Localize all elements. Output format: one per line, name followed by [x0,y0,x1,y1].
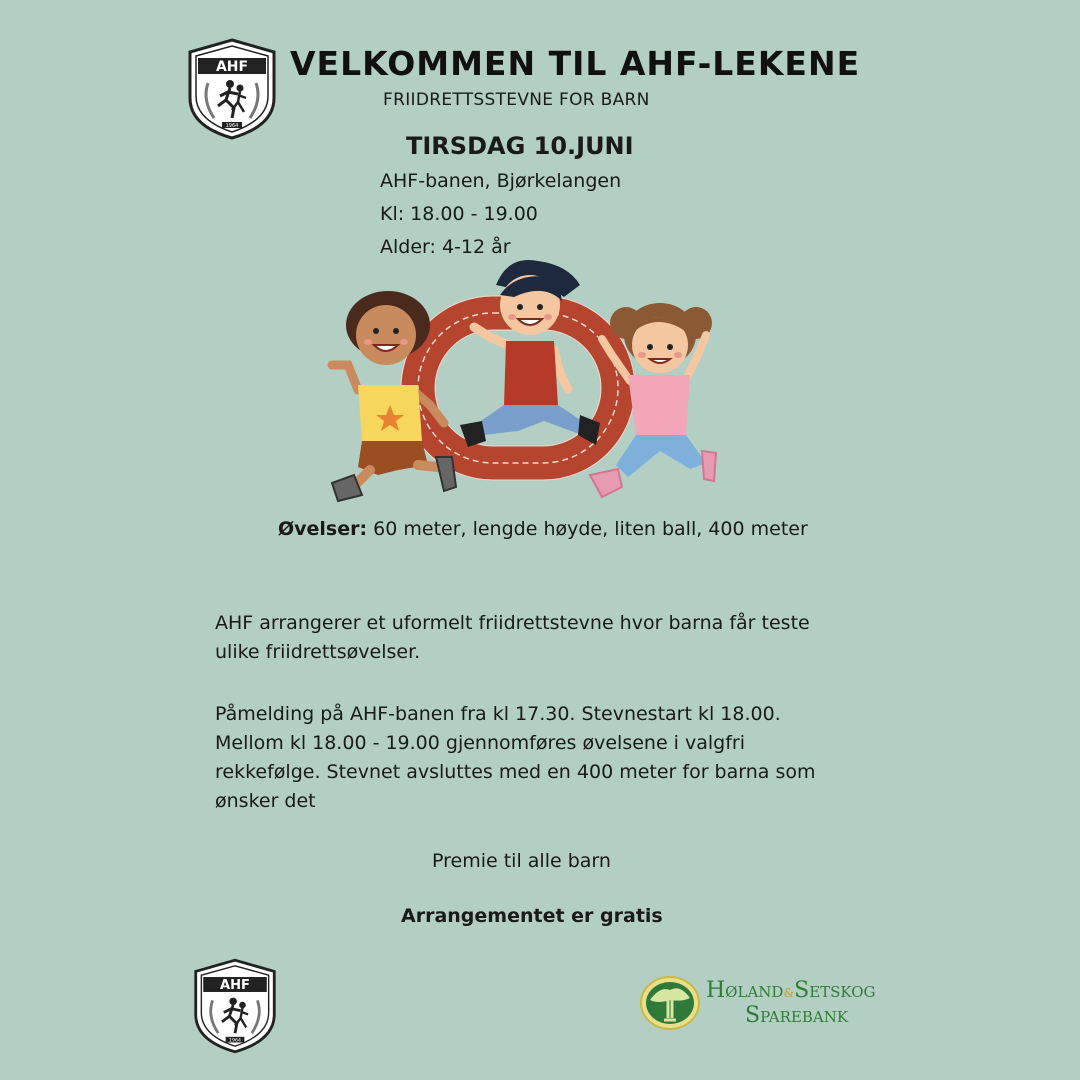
premie-text: Premie til alle barn [432,850,611,872]
boy-red-shirt [460,260,600,447]
logo-year-bottom: 1964 [229,1038,241,1044]
description-paragraph-1: AHF arrangerer et uformelt friidrettstevne hvor barna får teste ulike friidrettsøvelser. [215,612,810,663]
logo-text-bottom: AHF [219,978,251,994]
page-title: VELKOMMEN TIL AHF-LEKENE [290,44,861,83]
event-time: Kl: 18.00 - 19.00 [380,203,538,225]
event-date: TIRSDAG 10.JUNI [406,132,634,160]
sponsor-name-line1 [706,978,876,1003]
sponsor-name-line2: Sparebank [745,1003,849,1028]
logo-year: 1964 [225,123,239,129]
ovelser-value: 60 meter, lengde høyde, liten ball, 400 meter [367,518,808,540]
gratis-text: Arrangementet er gratis [401,905,663,927]
sparebank-tree-icon [640,976,700,1030]
sponsor-name-part2: Setskog [794,978,876,1003]
ovelser-line [278,518,808,540]
event-age: Alder: 4-12 år [380,236,511,258]
event-location: AHF-banen, Bjørkelangen [380,170,622,192]
sponsor-ampersand: & [783,986,795,1000]
ahf-logo-bottom [192,958,278,1054]
ahf-logo-top [186,38,278,140]
ovelser-label: Øvelser: [278,518,368,540]
description-paragraph-2: Påmelding på AHF-banen fra kl 17.30. Stevnestart kl 18.00. Mellom kl 18.00 - 19.00 gjennomføres øvelsene i valgfri rekkefølge. Stevnet avsluttes med en 400 meter for barna som ønsker det [215,703,816,812]
sponsor-name-part1: Høland [706,978,784,1003]
logo-text: AHF [215,59,249,75]
running-kids-illustration [318,255,738,510]
page-subtitle: FRIIDRETTSSTEVNE FOR BARN [383,90,650,110]
